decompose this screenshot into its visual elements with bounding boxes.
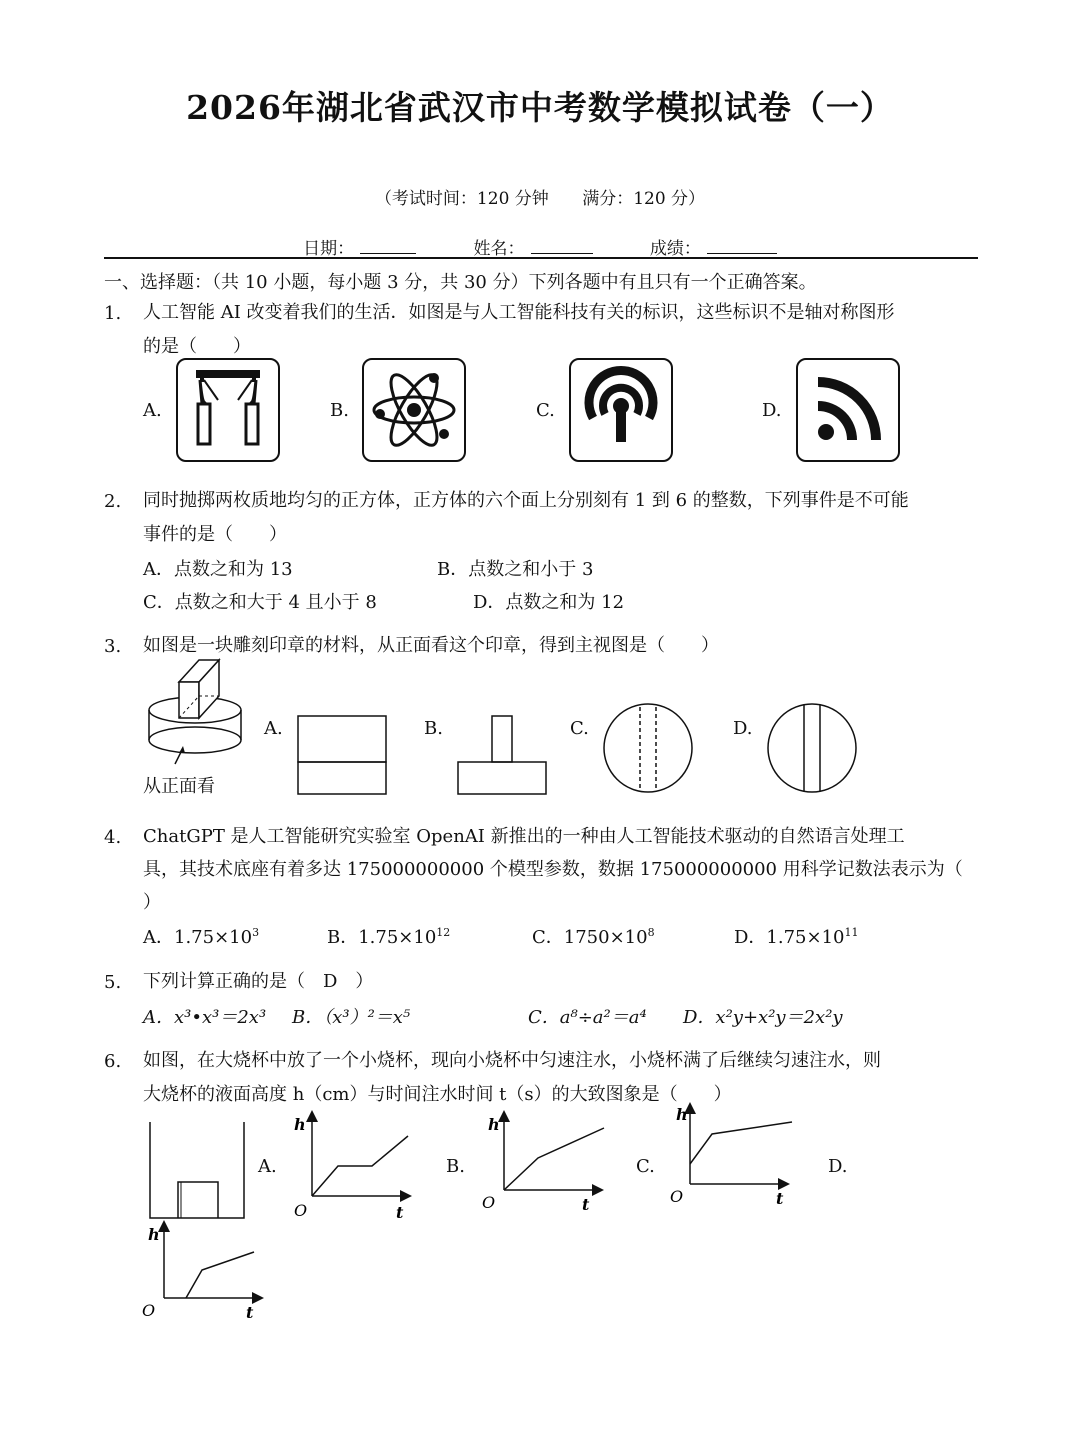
q4-option-a-exp: 3: [252, 926, 260, 939]
q6-label-d: D.: [828, 1156, 848, 1177]
q3-text-line1: 如图是一块雕刻印章的材料，从正面看这个印章，得到主视图是（ ）: [143, 635, 719, 656]
atom-icon: [362, 358, 466, 462]
q2-text-line2: 事件的是（ ）: [143, 524, 287, 545]
q3-caption: 从正面看: [143, 776, 215, 797]
name-field[interactable]: [474, 234, 593, 259]
question-number: 1.: [104, 303, 122, 324]
rss-icon: [796, 358, 900, 462]
exam-meta: [0, 184, 1080, 209]
question-number: 5.: [104, 972, 122, 993]
q3-label-c: C.: [570, 718, 589, 739]
q6-text-line2: 大烧杯的液面高度 h（cm）与时间注水时间 t（s）的大致图象是（ ）: [143, 1084, 732, 1105]
q6-graph-a[interactable]: [288, 1110, 418, 1222]
name-label: 姓名：: [473, 239, 525, 259]
q4-option-c[interactable]: [532, 923, 655, 949]
question-number: 3.: [104, 636, 122, 657]
q6-graph-d[interactable]: [140, 1222, 270, 1334]
q1-label-d: D.: [762, 400, 782, 421]
broadcast-icon: [569, 358, 673, 462]
q6-label-b: B.: [446, 1156, 465, 1177]
name-blank[interactable]: [531, 239, 593, 254]
q2-option-d[interactable]: D．点数之和为 12: [473, 592, 625, 613]
date-field[interactable]: [303, 234, 416, 259]
axis-h-label: h: [676, 1105, 688, 1124]
q4-option-b[interactable]: [327, 923, 450, 949]
grade-blank[interactable]: [707, 239, 777, 254]
q4-text-line3: ）: [143, 892, 161, 913]
q3-label-a: A.: [264, 718, 283, 739]
q4-option-d-exp: 11: [844, 926, 859, 939]
axis-origin-label: O: [670, 1187, 684, 1206]
q4-option-a[interactable]: [143, 923, 259, 949]
q2-text-line1: 同时抛掷两枚质地均匀的正方体，正方体的六个面上分别刻有 1 到 6 的整数，下列事件是不可能: [143, 490, 909, 511]
axis-h-label: h: [148, 1225, 160, 1244]
q2-option-b[interactable]: B．点数之和小于 3: [437, 559, 594, 580]
grade-field[interactable]: [650, 234, 777, 259]
question-number: 2.: [104, 491, 122, 512]
q2-option-c[interactable]: C．点数之和大于 4 且小于 8: [143, 592, 377, 613]
q4-option-d-label: D．1.75×10: [734, 927, 845, 948]
axis-h-label: h: [294, 1115, 306, 1134]
date-blank[interactable]: [360, 239, 416, 254]
exam-score: 满分：120 分）: [582, 189, 706, 209]
question-number: 6.: [104, 1051, 122, 1072]
q1-label-a: A.: [143, 400, 162, 421]
page-title: 2026年湖北省武汉市中考数学模拟试卷（一）: [186, 88, 894, 127]
axis-t-label: t: [582, 1195, 590, 1214]
q3-option-b-figure[interactable]: [456, 714, 550, 796]
q6-graph-c[interactable]: [666, 1104, 796, 1216]
axis-h-label: h: [488, 1115, 500, 1134]
header-divider: [104, 257, 978, 259]
axis-t-label: t: [776, 1189, 784, 1208]
seal-3d-figure: [145, 652, 255, 772]
q3-option-d-figure[interactable]: [766, 702, 860, 796]
q6-text-line1: 如图，在大烧杯中放了一个小烧杯，现向小烧杯中匀速注水，小烧杯满了后继续匀速注水，则: [143, 1050, 881, 1071]
q4-option-c-label: C．1750×10: [532, 927, 648, 948]
beaker-figure: [146, 1120, 250, 1224]
q4-text-line2: 具，其技术底座有着多达 175000000000 个模型参数，数据 175000000000 用科学记数法表示为（: [143, 859, 963, 880]
q4-option-d[interactable]: [734, 923, 859, 949]
q2-option-a[interactable]: A．点数之和为 13: [143, 559, 293, 580]
q5-text-line1: 下列计算正确的是（ D ）: [143, 971, 374, 992]
q5-option-a[interactable]: A．x³•x³＝2x³: [143, 1007, 267, 1028]
axis-origin-label: O: [142, 1301, 156, 1320]
q1-label-c: C.: [536, 400, 555, 421]
q4-option-c-exp: 8: [647, 926, 655, 939]
q6-label-c: C.: [636, 1156, 655, 1177]
grade-label: 成绩：: [649, 239, 701, 259]
date-label: 日期：: [303, 239, 355, 259]
q4-text-line1: ChatGPT 是人工智能研究实验室 OpenAI 新推出的一种由人工智能技术驱动的自然语言处理工: [143, 826, 905, 847]
q3-option-c-figure[interactable]: [602, 702, 696, 796]
q5-option-b[interactable]: B．（x³）²＝x⁵: [292, 1007, 411, 1028]
q1-label-b: B.: [330, 400, 349, 421]
q6-label-a: A.: [258, 1156, 277, 1177]
q4-option-a-label: A．1.75×10: [143, 927, 253, 948]
q6-graph-b[interactable]: [480, 1110, 610, 1222]
axis-t-label: t: [246, 1303, 254, 1322]
axis-t-label: t: [396, 1203, 404, 1222]
q4-option-b-exp: 12: [436, 926, 451, 939]
question-number: 4.: [104, 827, 122, 848]
q3-option-a-figure[interactable]: [296, 714, 390, 796]
exam-time: （考试时间：120 分钟: [374, 189, 549, 209]
q5-option-c[interactable]: C．a⁸÷a²＝a⁴: [528, 1007, 647, 1028]
q5-option-d[interactable]: D．x²y+x²y＝2x²y: [683, 1007, 843, 1028]
q1-text-line1: 人工智能 AI 改变着我们的生活．如图是与人工智能科技有关的标识，这些标识不是轴对称图形: [143, 302, 895, 323]
q1-text-line2: 的是（ ）: [143, 336, 251, 357]
axis-origin-label: O: [482, 1193, 496, 1212]
q3-label-d: D.: [733, 718, 753, 739]
curtain-icon: [176, 358, 280, 462]
section-heading: 一、选择题：（共 10 小题，每小题 3 分，共 30 分）下列各题中有且只有一个正确答案。: [104, 272, 817, 293]
student-info: [0, 234, 1080, 259]
axis-origin-label: O: [294, 1201, 308, 1220]
q3-label-b: B.: [424, 718, 443, 739]
q4-option-b-label: B．1.75×10: [327, 927, 437, 948]
